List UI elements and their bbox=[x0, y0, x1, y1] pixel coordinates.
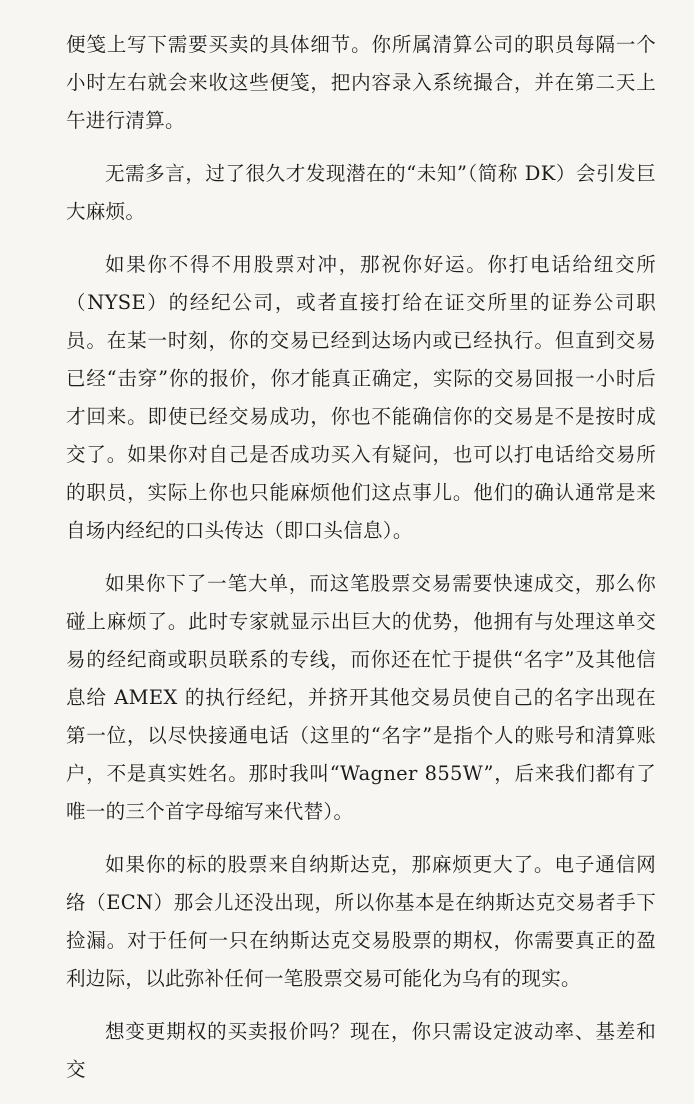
body-text bbox=[66, 26, 656, 1104]
paragraph-2: 无需多言，过了很久才发现潜在的“未知”（简称 DK）会引发巨大麻烦。 bbox=[66, 162, 656, 223]
paragraph-1: 便笺上写下需要买卖的具体细节。你所属清算公司的职员每隔一个小时左右就会来收这些便笺，把内容录入系统撮合，并在第二天上午进行清算。 bbox=[66, 33, 656, 132]
paragraph-3: 如果你不得不用股票对冲，那祝你好运。你打电话给纽交所（NYSE）的经纪公司，或者直接打给在证交所里的证券公司职员。在某一时刻，你的交易已经到达场内或已经执行。但直到交易已经“击穿”你的报价，你才能真正确定，实际的交易回报一小时后才回来。即使已经交易成功，你也不能确信你的交易是不是按时成交了。如果你对自己是否成功买入有疑问，也可以打电话给交易所的职员，实际上你也只能麻烦他们这点事儿。他们的确认通常是来自场内经纪的口头传达（即口头信息）。 bbox=[66, 253, 656, 542]
paragraph-4: 如果你下了一笔大单，而这笔股票交易需要快速成交，那么你碰上麻烦了。此时专家就显示出巨大的优势，他拥有与处理这单交易的经纪商或职员联系的专线，而你还在忙于提供“名字”及其他信息给 AMEX 的执行经纪，并挤开其他交易员使自己的名字出现在第一位，以尽快接通电话（这里的“名字”是指个人的账号和清算账户，不是真实姓名。那时我叫“Wagner 855W”，后来我们都有了唯一的三个首字母缩写来代替）。 bbox=[66, 572, 656, 823]
paragraph-5: 如果你的标的股票来自纳斯达克，那麻烦更大了。电子通信网络（ECN）那会儿还没出现，所以你基本是在纳斯达克交易者手下捡漏。对于任何一只在纳斯达克交易股票的期权，你需要真正的盈利边际，以此弥补任何一笔股票交易可能化为乌有的现实。 bbox=[66, 853, 656, 990]
paragraph-6: 想变更期权的买卖报价吗？现在，你只需设定波动率、基差和交 bbox=[66, 1020, 656, 1081]
